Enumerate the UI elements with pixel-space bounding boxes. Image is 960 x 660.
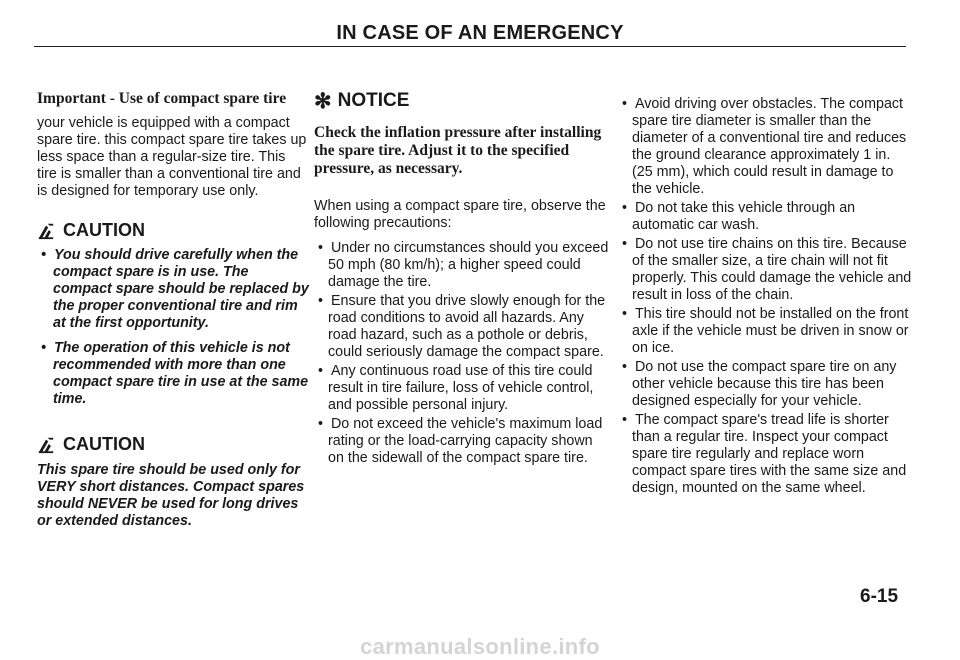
page-number: 6-15 — [860, 586, 899, 607]
notice-heading — [314, 90, 610, 112]
caution-label: CAUTION — [63, 434, 145, 454]
caution-icon — [37, 222, 55, 240]
column-1 — [37, 90, 309, 530]
list-item: • This tire should not be installed on the front axle if the vehicle must be driven in snow or on ice. — [622, 306, 909, 356]
list-item: • The compact spare's tread life is shorter than a regular tire. Inspect your compact spare tire regularly and replace worn compact spare tires with the same size and design, mounted on the same wheel. — [622, 412, 907, 496]
intro-paragraph: your vehicle is equipped with a compact spare tire. this compact spare tire takes up less space than a regular-size tire. This tire is smaller than a conventional tire and is designed for temporary use only. — [37, 115, 307, 199]
caution-icon — [37, 436, 55, 454]
column-2 — [314, 90, 610, 467]
caution-label: CAUTION — [63, 220, 145, 240]
header-rule — [34, 46, 906, 47]
precautions-intro: When using a compact spare tire, observe the following precautions: — [314, 198, 606, 231]
caution-paragraph: This spare tire should be used only for VERY short distances. Compact spares should NEVER be used for long drives or extended distances. — [37, 462, 305, 529]
page-header-title: IN CASE OF AN EMERGENCY — [336, 22, 624, 44]
list-item: • Do not exceed the vehicle's maximum load rating or the load-carrying capacity shown on the sidewall of the compact spare tire. — [318, 416, 603, 466]
list-item: • Do not use the compact spare tire on any other vehicle because this tire has been designed especially for your vehicle. — [622, 359, 897, 409]
list-item: • Ensure that you drive slowly enough for the road conditions to avoid all hazards. Any road hazard, such as a pothole or debris, could seriously damage the compact spare. — [318, 293, 606, 360]
list-item: • Any continuous road use of this tire could result in tire failure, loss of vehicle control, and possible personal injury. — [318, 363, 594, 413]
caution-item: • You should drive carefully when the compact spare is in use. The compact spare should be replaced by the proper conventional tire and rim at the first opportunity. — [41, 247, 309, 331]
list-item: • Do not use tire chains on this tire. Because of the smaller size, a tire chain will not fit properly. This could damage the vehicle and result in loss of the chain. — [622, 236, 912, 303]
list-item: • Do not take this vehicle through an automatic car wash. — [622, 200, 856, 233]
column-3 — [618, 90, 914, 497]
caution-item: • The operation of this vehicle is not recommended with more than one compact spare tire in use at the same time. — [41, 340, 309, 407]
watermark-text: carmanualsonline.info — [360, 634, 600, 659]
list-item: • Avoid driving over obstacles. The compact spare tire diameter is smaller than the diameter of a conventional tire and reduces the ground clearance approximately 1 in. (25 mm), which could result in damage to the vehicle. — [622, 96, 907, 197]
important-heading: Important - Use of compact spare tire — [37, 90, 287, 107]
notice-label: NOTICE — [337, 90, 410, 111]
caution-heading-1 — [37, 220, 309, 241]
list-item: • Under no circumstances should you exceed 50 mph (80 km/h); a higher speed could damage the tire. — [318, 240, 609, 290]
notice-text: Check the inflation pressure after installing the spare tire. Adjust it to the specified pressure, as necessary. — [314, 124, 602, 177]
asterisk-icon: ✻ — [314, 89, 332, 113]
caution-heading-2 — [37, 434, 309, 455]
